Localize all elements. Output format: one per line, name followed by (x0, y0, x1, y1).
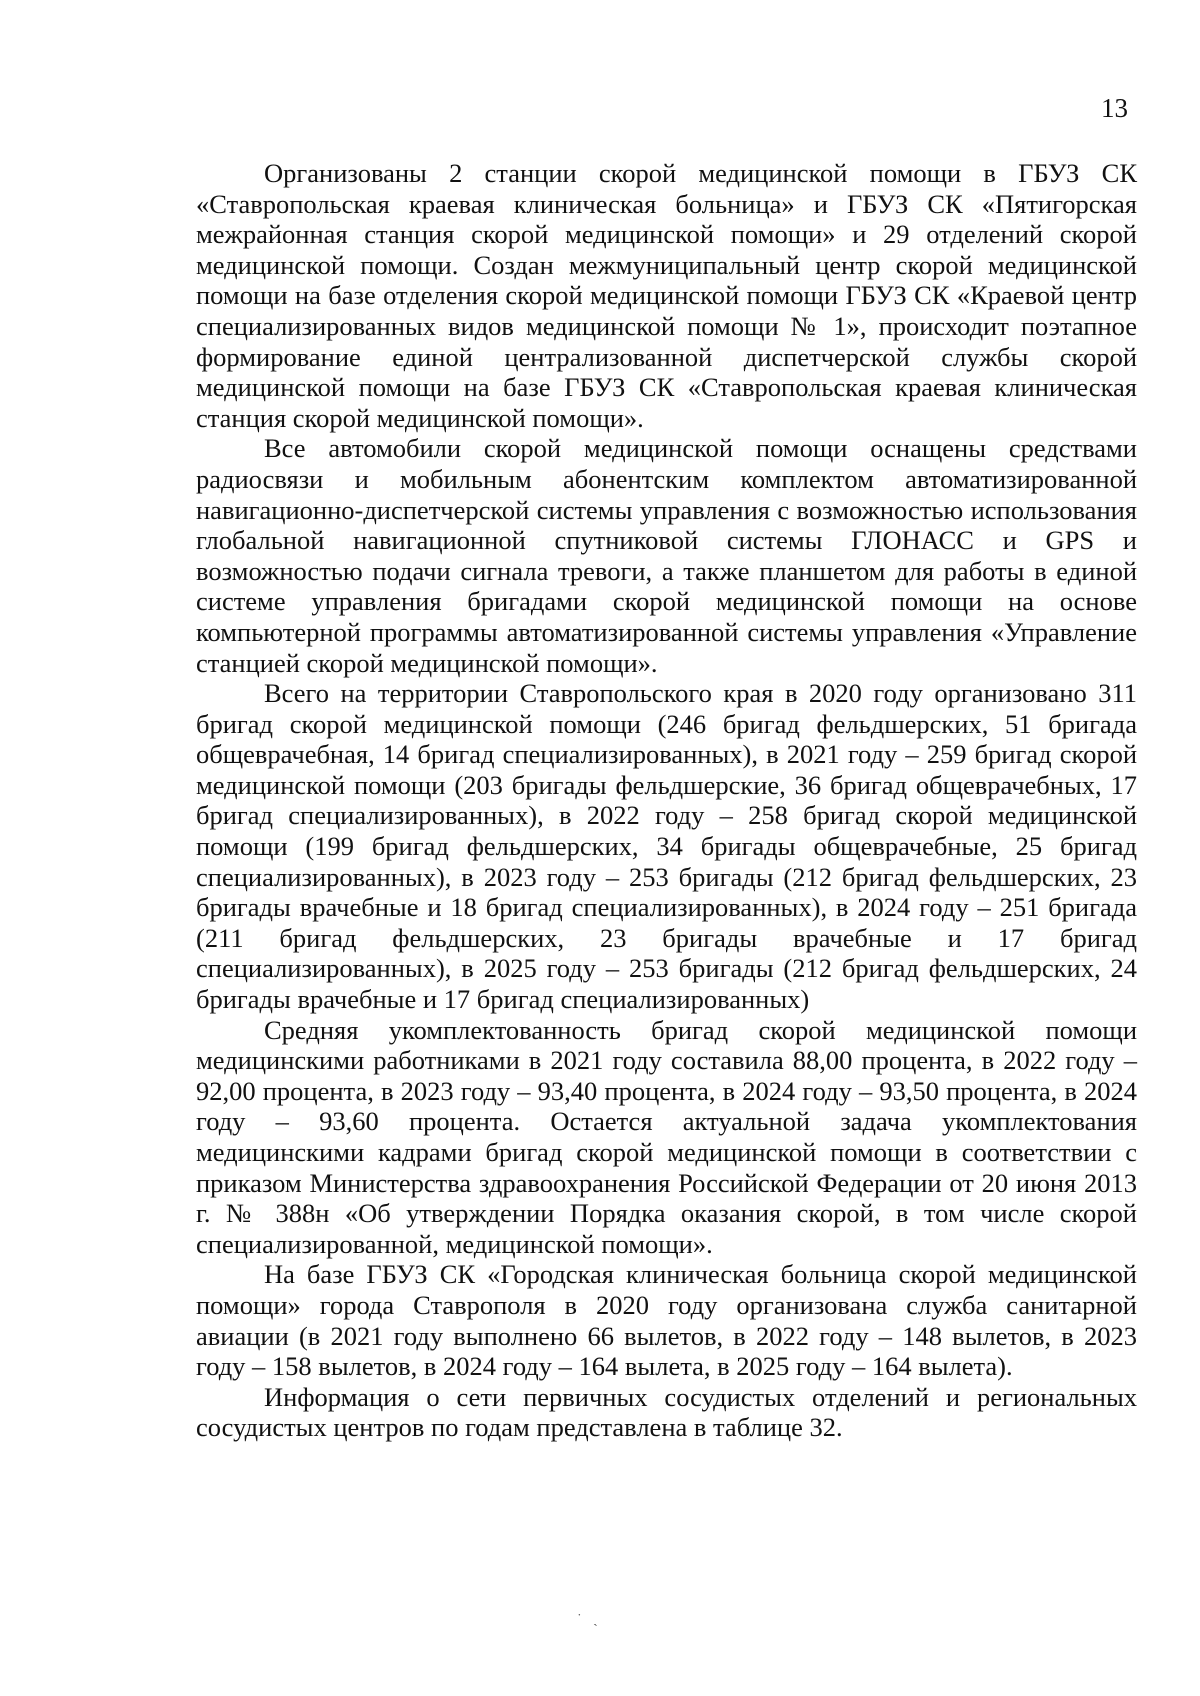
paragraph-vehicle-equipment: Все автомобили скорой медицинской помощи оснащены средствами радиосвязи и мобильным абонентским комплектом автоматизированной навигационно-диспетчерской системы управления с возможностью использования глобальной навигационной спутниковой системы ГЛОНАСС и GPS и возможностью подачи сигнала тревоги, а также планшетом для работы в единой системе управления бригадами скорой медицинской помощи на основе компьютерной программы автоматизированной системы управления «Управление станцией скорой медицинской помощи». (196, 433, 1137, 678)
page-number: 13 (1101, 93, 1128, 123)
paragraph-staffing-levels: Средняя укомплектованность бригад скорой медицинской помощи медицинскими работниками в 2021 году составила 88,00 процента, в 2022 году – 92,00 процента, в 2023 году – 93,40 процента, в 2024 году – 93,50 процента, в 2024 году – 93,60 процента. Остается актуальной задача укомплектования медицинскими кадрами бригад скорой медицинской помощи в соответствии с приказом Министерства здравоохранения Российской Федерации от 20 июня 2013 г. № 388н «Об утверждении Порядка оказания скорой, в том числе скорой специализированной, медицинской помощи». (196, 1014, 1137, 1259)
paragraph-brigade-counts: Всего на территории Ставропольского края в 2020 году организовано 311 бригад скорой медицинской помощи (246 бригад фельдшерских, 51 бригада общеврачебная, 14 бригад специализированных), в 2021 году – 259 бригад скорой медицинской помощи (203 бригады фельдшерские, 36 бригад общеврачебных, 17 бригад специализированных), в 2022 году – 258 бригад скорой медицинской помощи (199 бригад фельдшерских, 34 бригады общеврачебные, 25 бригад специализированных), в 2023 году – 253 бригады (212 бригад фельдшерских, 23 бригады врачебные и 18 бригад специализированных), в 2024 году – 251 бригада (211 бригад фельдшерских, 23 бригады врачебные и 17 бригад специализированных), в 2025 году – 253 бригады (212 бригад фельдшерских, 24 бригады врачебные и 17 бригад специализированных) (196, 678, 1137, 1015)
paragraph-sanitary-aviation: На базе ГБУЗ СК «Городская клиническая больница скорой медицинской помощи» города Ставрополя в 2020 году организована служба санитарной авиации (в 2021 году выполнено 66 вылетов, в 2022 году – 148 вылетов, в 2023 году – 158 вылетов, в 2024 году – 164 вылета, в 2025 году – 164 вылета). (196, 1259, 1137, 1382)
paragraph-vascular-centers: Информация о сети первичных сосудистых отделений и региональных сосудистых центров по годам представлена в таблице 32. (196, 1381, 1137, 1443)
body-text (196, 158, 1137, 1443)
scan-artifact: ˙ ˎ (577, 1612, 602, 1627)
paragraph-ambulance-stations: Организованы 2 станции скорой медицинской помощи в ГБУЗ СК «Ставропольская краевая клиническая больница» и ГБУЗ СК «Пятигорская межрайонная станция скорой медицинской помощи» и 29 отделений скорой медицинской помощи. Создан межмуниципальный центр скорой медицинской помощи на базе отделения скорой медицинской помощи ГБУЗ СК «Краевой центр специализированных видов медицинской помощи № 1», происходит поэтапное формирование единой централизованной диспетчерской службы скорой медицинской помощи на базе ГБУЗ СК «Ставропольская краевая клиническая станция скорой медицинской помощи». (196, 158, 1137, 433)
